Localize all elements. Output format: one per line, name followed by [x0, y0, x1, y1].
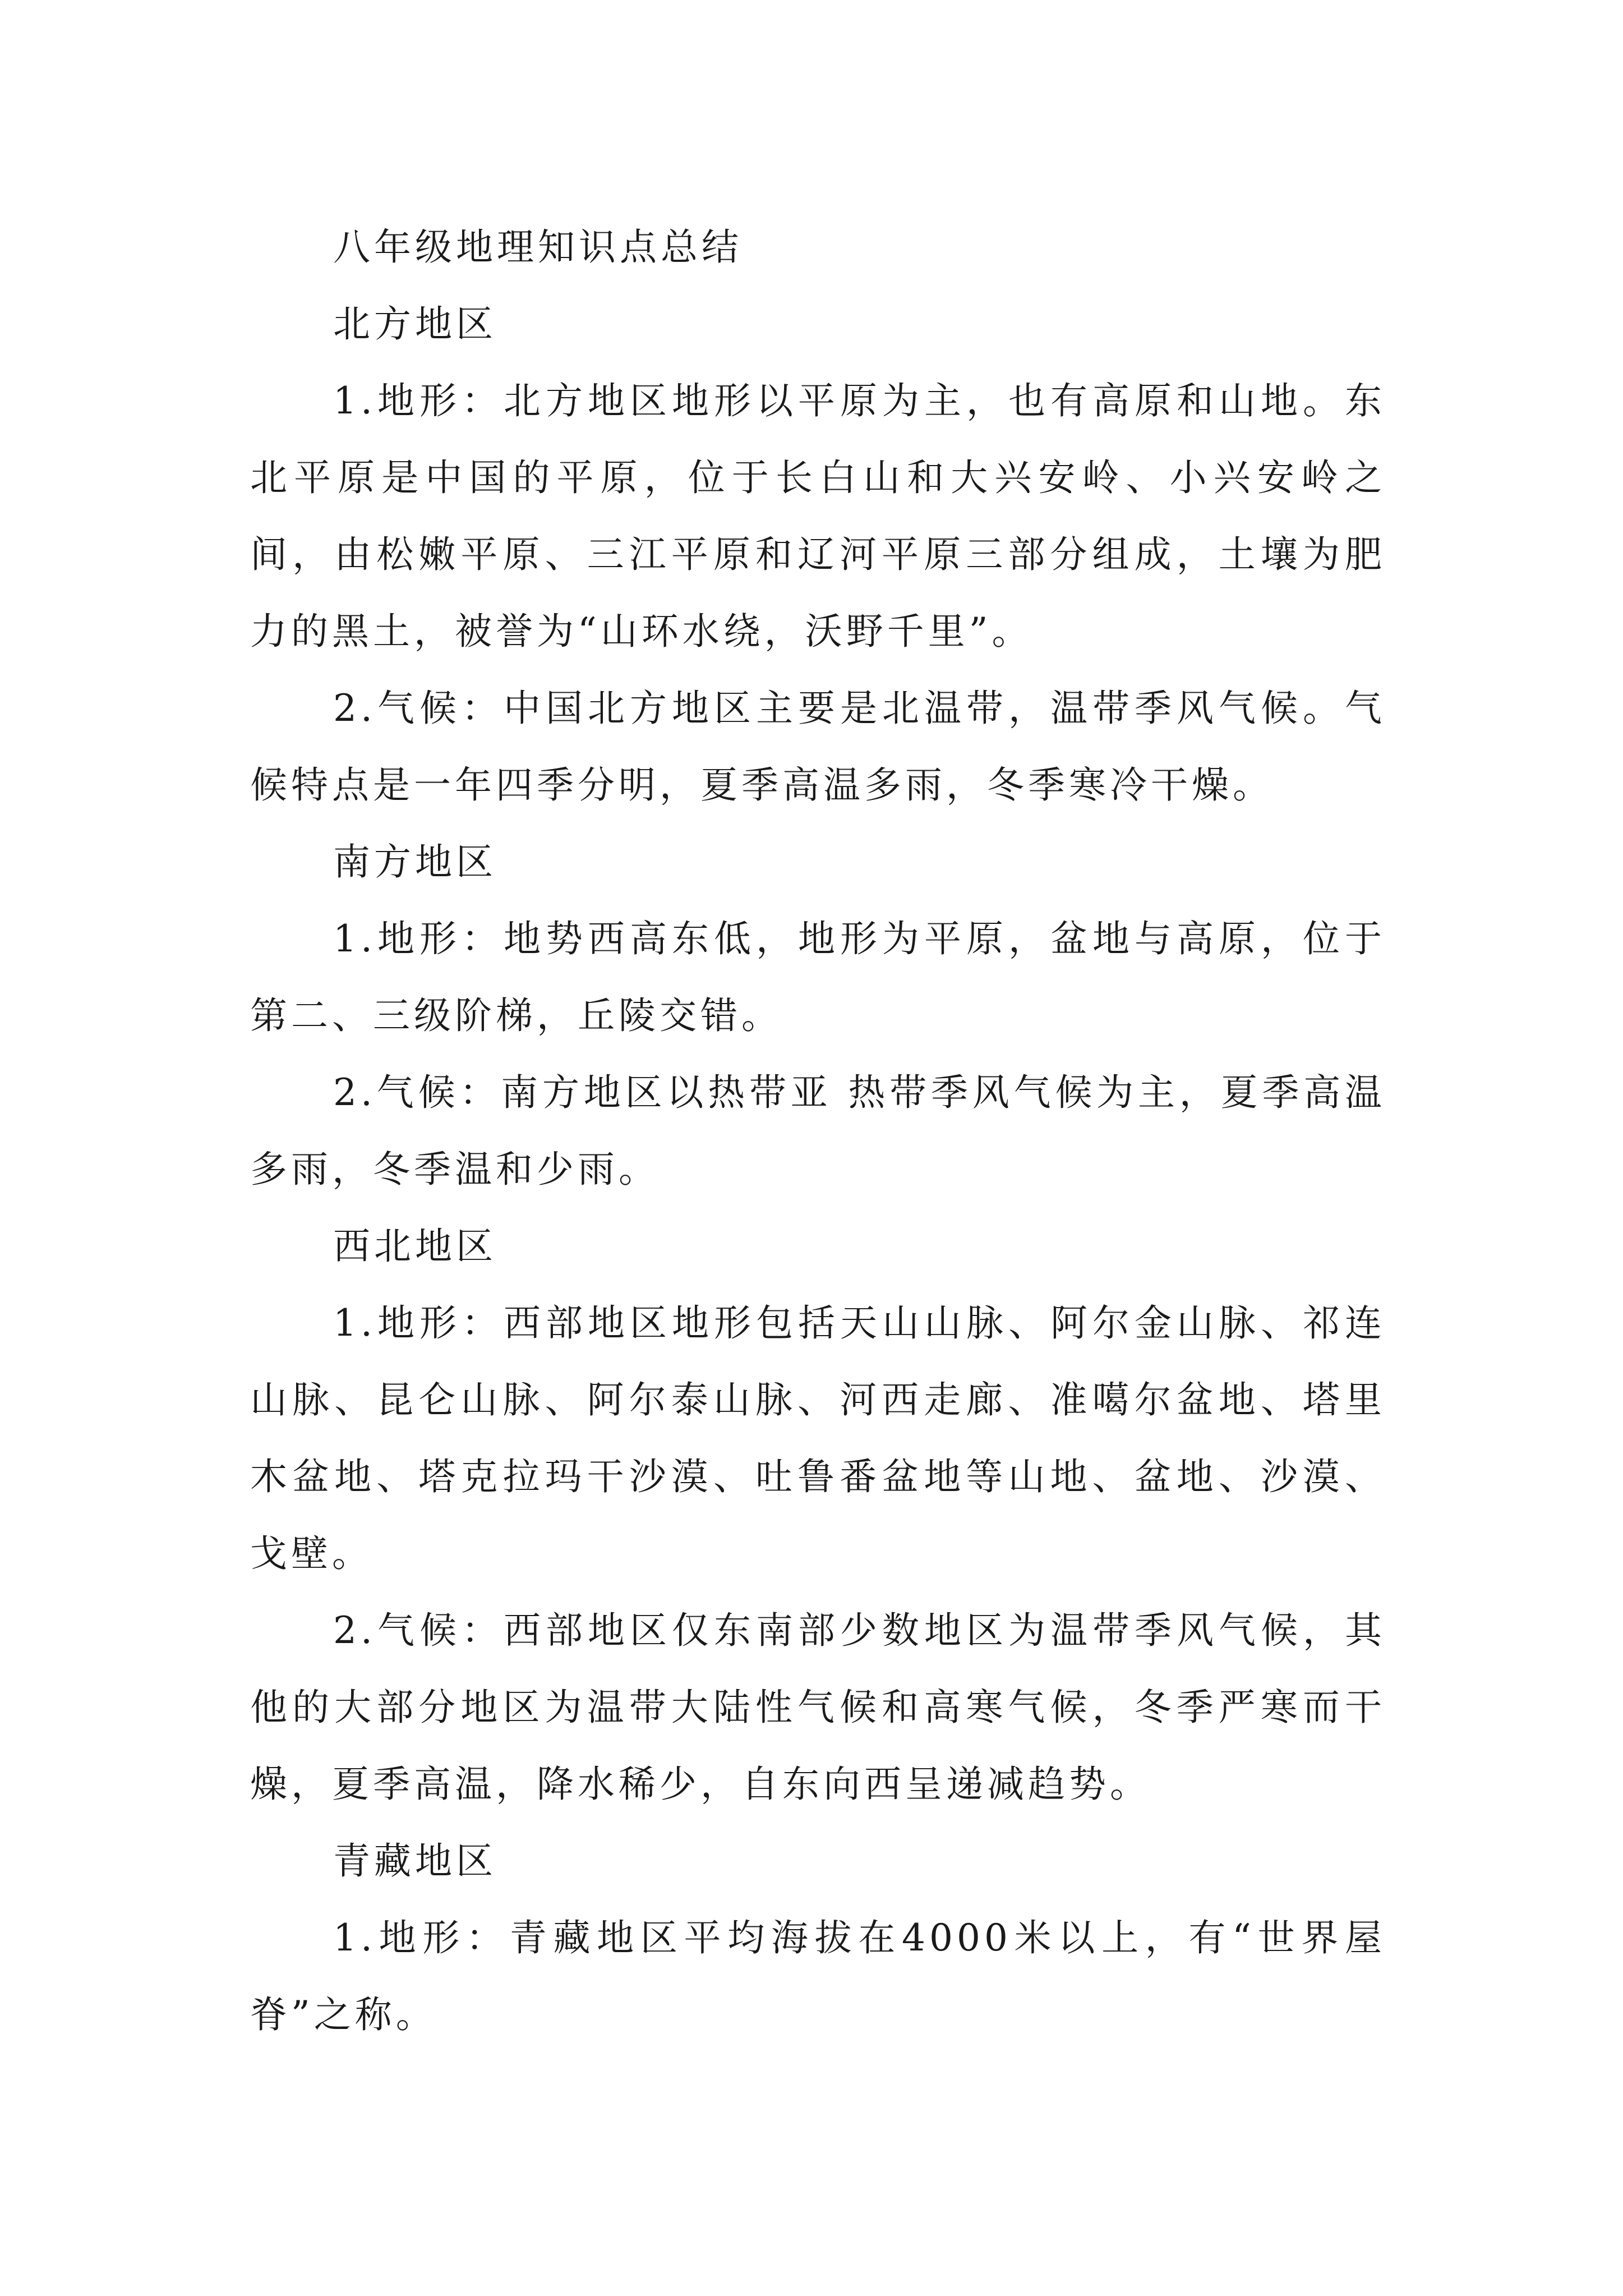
document-title: 八年级地理知识点总结: [333, 226, 743, 269]
section-heading-qingzang: 青藏地区: [333, 1839, 497, 1883]
paragraph-south-climate: 2.气候：南方地区以热带亚 热带季风气候为主，夏季高温多雨，冬季温和少雨。: [250, 1071, 1386, 1191]
paragraph-northwest-climate: 2.气候：西部地区仅东南部少数地区为温带季风气候，其他的大部分地区为温带大陆性气候和高寒气候，冬季严寒而干燥，夏季高温，降水稀少，自东向西呈递减趋势。: [250, 1609, 1386, 1806]
paragraph-north-climate: 2.气候：中国北方地区主要是北温带，温带季风气候。气候特点是一年四季分明，夏季高温多雨，冬季寒冷干燥。: [250, 687, 1386, 807]
paragraph-north-terrain: 1.地形：北方地区地形以平原为主，也有高原和山地。东北平原是中国的平原，位于长白山和大兴安岭、小兴安岭之间，由松嫩平原、三江平原和辽河平原三部分组成，土壤为肥力的黑土，被誉为“山环水绕，沃野千里”。: [250, 379, 1386, 653]
paragraph-northwest-terrain: 1.地形：西部地区地形包括天山山脉、阿尔金山脉、祁连山脉、昆仑山脉、阿尔泰山脉、河西走廊、准噶尔盆地、塔里木盆地、塔克拉玛干沙漠、吐鲁番盆地等山地、盆地、沙漠、戈壁。: [250, 1301, 1386, 1575]
document-body: [250, 209, 1386, 2053]
paragraph-south-terrain: 1.地形：地势西高东低，地形为平原，盆地与高原，位于第二、三级阶梯，丘陵交错。: [250, 917, 1386, 1037]
paragraph-qingzang-terrain: 1.地形：青藏地区平均海拔在4000米以上，有“世界屋脊”之称。: [250, 1916, 1386, 2036]
section-heading-north: 北方地区: [333, 302, 497, 346]
section-heading-south: 南方地区: [333, 840, 497, 884]
section-heading-northwest: 西北地区: [333, 1225, 497, 1268]
